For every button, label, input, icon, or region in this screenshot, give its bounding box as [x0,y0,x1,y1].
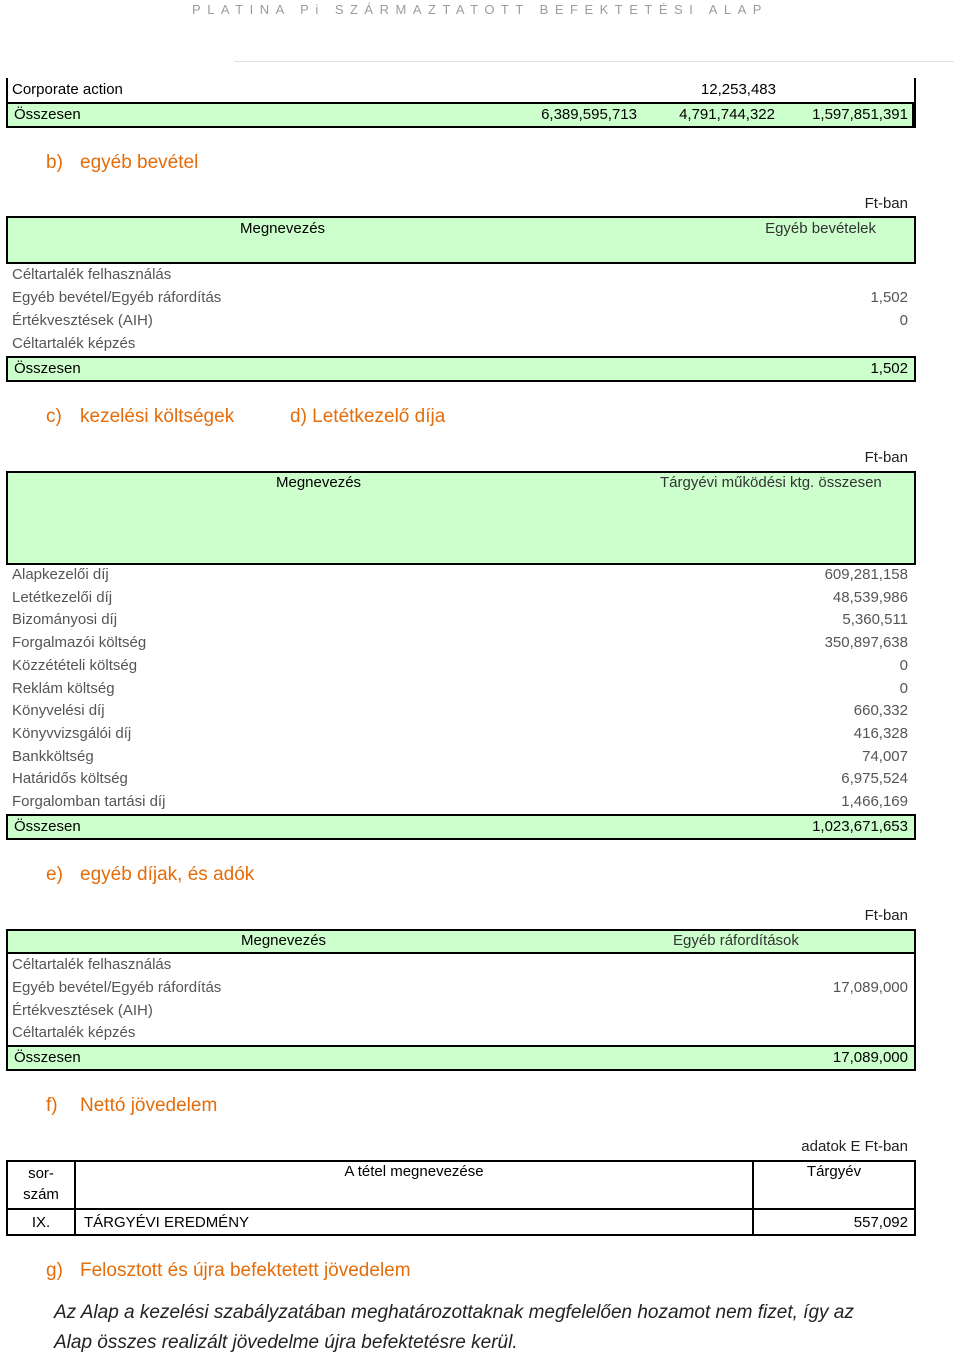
col-value-header: Tárgyév [753,1161,915,1209]
row-value: 416,328 [853,725,908,742]
table-row [6,1022,914,1044]
table-row [6,723,914,745]
row-label: Bizományosi díj [12,611,118,628]
unit-label: Ft-ban [864,195,908,212]
table-row [6,1000,914,1022]
table-header-row [7,1161,915,1209]
table-row [6,791,914,813]
table-row [6,746,914,768]
section-letter: b) [46,152,63,173]
section-b-heading [46,152,198,174]
section-letter: c) [46,406,62,427]
table-row [6,678,914,700]
row-number: IX. [7,1209,75,1235]
row-label: Értékvesztések (AIH) [12,312,153,329]
table-row [6,609,914,631]
section-letter: e) [46,864,63,885]
total-row [6,1045,916,1071]
table-row [6,310,914,332]
section-letter: f) [46,1095,58,1116]
row-label: Közzétételi költség [12,657,138,674]
col-number-header-line1: sor- [28,1165,54,1182]
total-label: Összesen [14,818,81,835]
row-label: Forgalomban tartási díj [12,793,166,810]
row-label: Értékvesztések (AIH) [12,1002,153,1019]
col-name-header: A tétel megnevezése [75,1161,753,1209]
unit-label: adatok E Ft-ban [801,1138,908,1155]
total-value: 1,023,671,653 [812,818,908,835]
section-c-heading [46,406,234,428]
row-label: Céltartalék felhasználás [12,956,172,973]
total-label: Összesen [14,1049,81,1066]
header-divider [234,61,954,62]
table-row [6,977,914,999]
row-value: 1,466,169 [841,793,908,810]
row-label: Könyvelési díj [12,702,105,719]
table-row [6,333,914,355]
total-value-1: 6,389,595,713 [541,106,637,123]
table-row [6,79,914,101]
row-label: Céltartalék képzés [12,335,136,352]
row-label: Reklám költség [12,680,115,697]
section-title: Nettó jövedelem [80,1095,218,1116]
table-row [6,655,914,677]
section-d-heading: d) Letétkezelő díja [290,406,446,427]
row-value: 5,360,511 [842,611,908,628]
row-label: Egyéb bevétel/Egyéb ráfordítás [12,289,222,306]
row-label: Egyéb bevétel/Egyéb ráfordítás [12,979,222,996]
col-number-header [7,1161,75,1209]
total-value-2: 4,791,744,322 [679,106,775,123]
row-label: Céltartalék képzés [12,1024,136,1041]
row-value: 6,975,524 [841,770,908,787]
row-value: 660,332 [853,702,908,719]
total-row [6,356,916,382]
col-number-header-line2: szám [23,1186,59,1203]
row-value: 74,007 [862,748,908,765]
total-value: 17,089,000 [832,1049,908,1066]
row-value: 609,281,158 [824,566,908,583]
table-row [6,264,914,286]
row-label: Corporate action [12,81,123,98]
row-label: Céltartalék felhasználás [12,266,172,283]
distribution-note-line2: Alap összes realizált jövedelme újra befektetésre kerül. [54,1332,518,1353]
row-label: Könyvvizsgálói díj [12,725,132,742]
col-name-header: Megnevezés [241,932,327,949]
total-label: Összesen [14,360,81,377]
col-value-header: Egyéb ráfordítások [673,932,799,949]
table-row [6,700,914,722]
section-f-heading [46,1095,217,1117]
table-row [6,587,914,609]
fund-name-header: PLATINA Pi SZÁRMAZTATOTT BEFEKTETÉSI ALAP [192,2,768,17]
total-row [6,814,916,840]
section-title: egyéb bevétel [80,152,199,173]
col-value-header: Egyéb bevételek [765,220,876,237]
row-label: Forgalmazói költség [12,634,147,651]
row-value: 1,502 [870,289,908,306]
row-value: 350,897,638 [824,634,908,651]
row-value: 0 [899,657,908,674]
total-label: Összesen [14,106,81,123]
unit-label: Ft-ban [864,449,908,466]
table-row [6,768,914,790]
row-label: Bankköltség [12,748,94,765]
row-value: 0 [899,312,908,329]
section-title: Felosztott és újra befektetett jövedelem [80,1260,411,1281]
table-row [6,287,914,309]
column-header [6,216,916,264]
unit-label: Ft-ban [864,907,908,924]
net-income-table [6,1160,916,1236]
table-row [6,564,914,586]
row-value: 12,253,483 [700,81,776,98]
column-header [6,929,916,954]
section-g-heading [46,1260,411,1282]
total-value: 1,502 [870,360,908,377]
section-title: egyéb díjak, és adók [80,864,255,885]
total-row [6,102,914,128]
row-label: TÁRGYÉVI EREDMÉNY [75,1209,753,1235]
row-value: 557,092 [753,1209,915,1235]
row-value: 17,089,000 [832,979,908,996]
total-value-3: 1,597,851,391 [812,106,908,123]
row-value: 0 [899,680,908,697]
row-value: 48,539,986 [832,589,908,606]
table-row [7,1209,915,1235]
section-e-heading [46,864,254,886]
distribution-note-line1: Az Alap a kezelési szabályzatában meghatározottaknak megfelelően hozamot nem fizet, így az [54,1302,854,1323]
column-header [6,471,916,565]
section-letter: g) [46,1260,63,1281]
table-row [6,954,914,976]
row-label: Alapkezelői díj [12,566,109,583]
col-name-header: Megnevezés [240,220,326,237]
row-label: Letétkezelői díj [12,589,113,606]
row-label: Határidős költség [12,770,128,787]
section-title: kezelési költségek [80,406,235,427]
col-name-header: Megnevezés [276,474,362,491]
table-row [6,632,914,654]
col-value-header: Tárgyévi működési ktg. összesen [660,474,882,491]
